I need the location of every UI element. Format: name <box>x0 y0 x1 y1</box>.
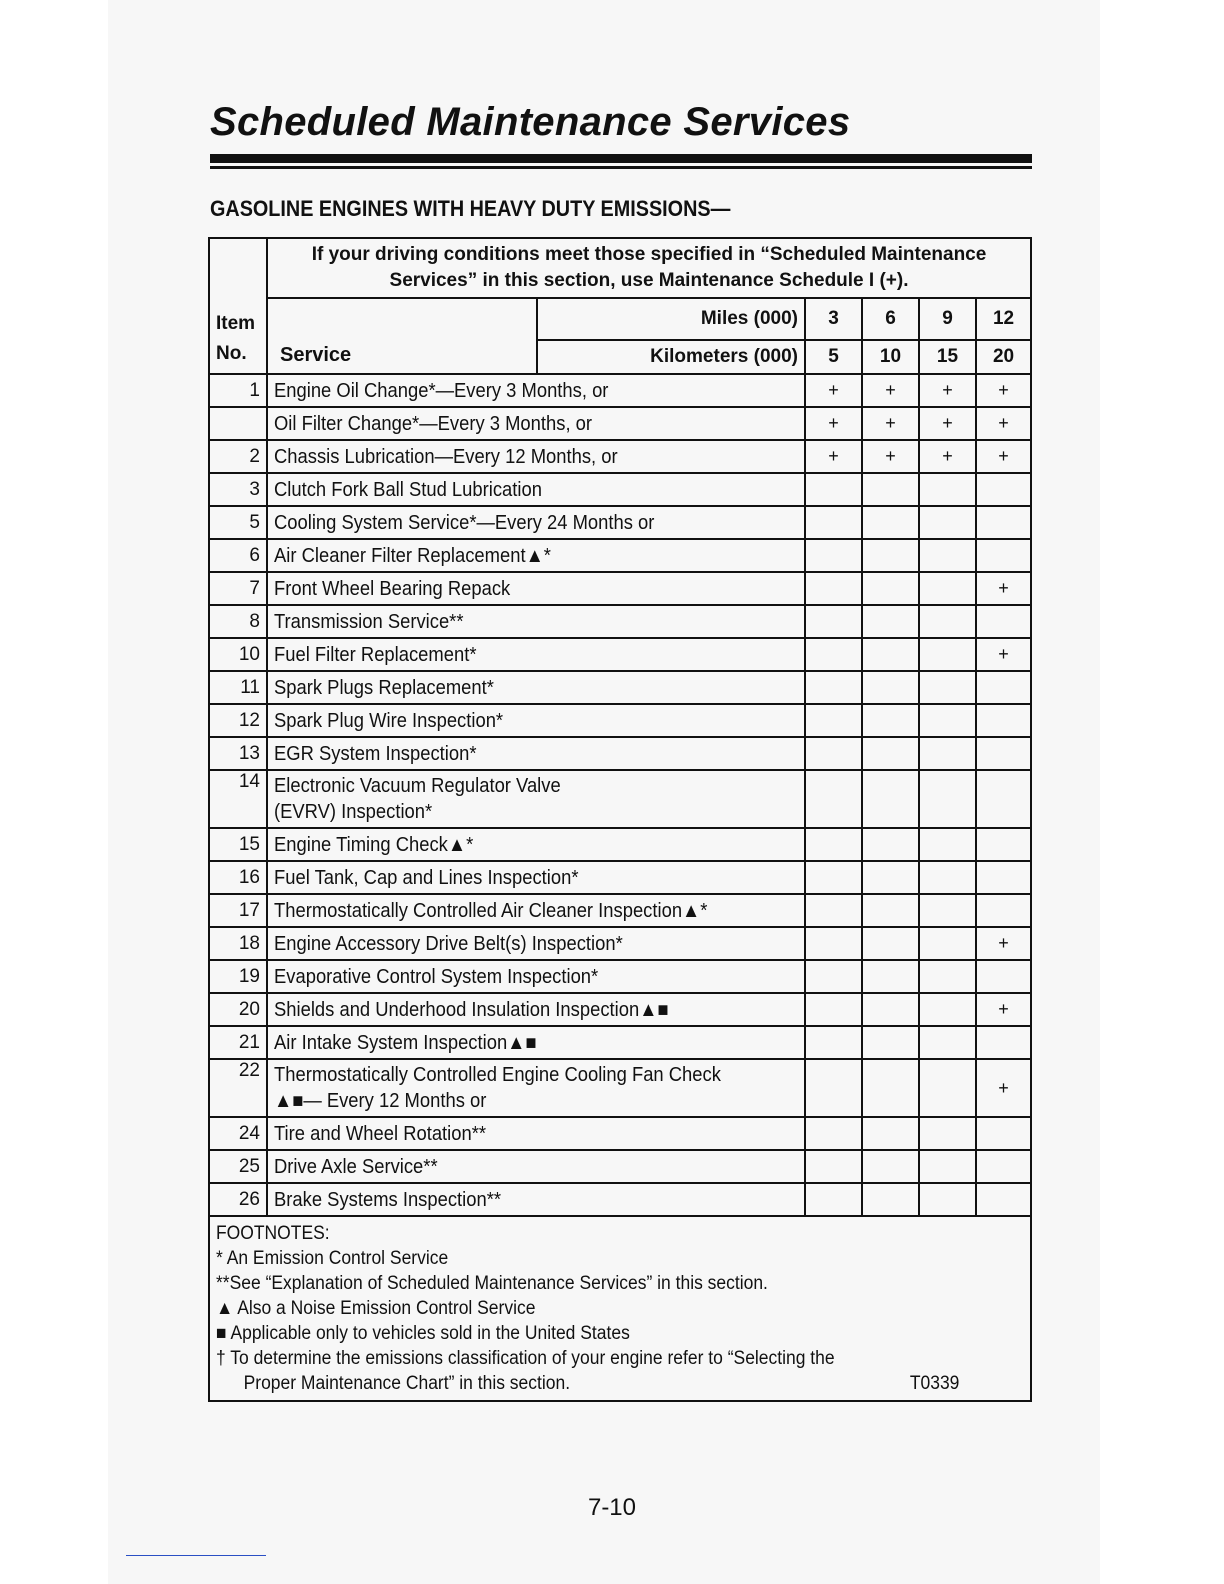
table-row <box>209 473 1031 506</box>
service-description <box>267 861 805 894</box>
service-text: Tire and Wheel Rotation** <box>274 1122 487 1145</box>
service-description <box>267 737 805 770</box>
item-number: 15 <box>209 828 267 861</box>
item-number: 7 <box>209 572 267 605</box>
interval-mark <box>919 828 976 861</box>
table-row <box>209 894 1031 927</box>
interval-mark <box>805 737 862 770</box>
service-description <box>267 473 805 506</box>
interval-mark <box>862 927 919 960</box>
interval-mark <box>976 737 1031 770</box>
table-row <box>209 927 1031 960</box>
item-number: 2 <box>209 440 267 473</box>
service-description <box>267 407 805 440</box>
service-column-header: Service <box>267 298 537 374</box>
interval-mark: + <box>976 440 1031 473</box>
footnote: ▲ Also a Noise Emission Control Service <box>216 1298 536 1319</box>
service-description <box>267 671 805 704</box>
interval-mark: + <box>976 572 1031 605</box>
interval-mark <box>919 861 976 894</box>
service-text: Oil Filter Change*—Every 3 Months, or <box>274 412 593 435</box>
service-text: Air Cleaner Filter Replacement▲* <box>274 544 551 567</box>
service-description <box>267 828 805 861</box>
service-text: Electronic Vacuum Regulator Valve <box>274 775 561 797</box>
schedule-note-line2: Services” in this section, use Maintenance Schedule I (+). <box>389 270 909 291</box>
item-number: 22 <box>209 1059 267 1117</box>
interval-mark: + <box>976 374 1031 407</box>
interval-mark <box>862 572 919 605</box>
service-text-continued: (EVRV) Inspection* <box>274 801 433 823</box>
miles-interval: 3 <box>805 298 862 340</box>
table-row <box>209 737 1031 770</box>
interval-mark <box>862 828 919 861</box>
page-title: Scheduled Maintenance Services <box>210 100 851 144</box>
schedule-note <box>267 238 1031 298</box>
interval-mark <box>805 572 862 605</box>
interval-mark <box>976 704 1031 737</box>
interval-mark <box>862 1026 919 1059</box>
interval-mark <box>805 1059 862 1117</box>
service-text-continued: ▲■— Every 12 Months or <box>274 1090 487 1112</box>
service-description <box>267 770 805 828</box>
table-row <box>209 1183 1031 1216</box>
service-text: Fuel Tank, Cap and Lines Inspection* <box>274 866 579 889</box>
interval-mark <box>919 894 976 927</box>
item-number: 1 <box>209 374 267 407</box>
table-row <box>209 638 1031 671</box>
service-description <box>267 1183 805 1216</box>
footnote-last-line: Proper Maintenance Chart” in this section. <box>243 1373 571 1394</box>
interval-mark <box>805 861 862 894</box>
interval-mark <box>805 605 862 638</box>
interval-mark <box>862 770 919 828</box>
service-text: Drive Axle Service** <box>274 1155 438 1178</box>
footnote-continued <box>216 1371 959 1396</box>
miles-interval: 9 <box>919 298 976 340</box>
table-row <box>209 572 1031 605</box>
service-text: Shields and Underhood Insulation Inspection▲■ <box>274 998 669 1021</box>
interval-mark: + <box>976 1059 1031 1117</box>
interval-mark <box>805 1026 862 1059</box>
interval-mark: + <box>805 407 862 440</box>
service-text: Front Wheel Bearing Repack <box>274 577 511 600</box>
km-interval: 15 <box>919 340 976 374</box>
footnote: * An Emission Control Service <box>216 1248 449 1269</box>
section-subtitle: GASOLINE ENGINES WITH HEAVY DUTY EMISSIONS— <box>210 196 731 221</box>
interval-mark: + <box>805 374 862 407</box>
table-row <box>209 1026 1031 1059</box>
interval-mark: + <box>976 407 1031 440</box>
interval-mark <box>805 704 862 737</box>
service-text: Thermostatically Controlled Air Cleaner Inspection▲* <box>274 899 708 922</box>
table-row <box>209 1150 1031 1183</box>
item-number: 6 <box>209 539 267 572</box>
table-row <box>209 770 1031 828</box>
km-interval: 5 <box>805 340 862 374</box>
interval-mark <box>919 605 976 638</box>
item-label: Item <box>216 313 256 334</box>
table-row <box>209 993 1031 1026</box>
interval-mark <box>805 638 862 671</box>
table-row <box>209 960 1031 993</box>
table-row <box>209 374 1031 407</box>
table-row <box>209 539 1031 572</box>
service-description <box>267 704 805 737</box>
item-number: 13 <box>209 737 267 770</box>
interval-mark <box>805 894 862 927</box>
item-number: 8 <box>209 605 267 638</box>
interval-mark <box>919 1183 976 1216</box>
service-description <box>267 539 805 572</box>
footnote: † To determine the emissions classification of your engine refer to “Selecting the <box>216 1348 835 1369</box>
footnotes-heading: FOOTNOTES: <box>216 1223 330 1244</box>
interval-mark <box>862 861 919 894</box>
interval-mark <box>805 539 862 572</box>
interval-mark <box>976 506 1031 539</box>
interval-mark <box>919 473 976 506</box>
service-description <box>267 894 805 927</box>
interval-mark <box>805 671 862 704</box>
interval-mark <box>862 737 919 770</box>
interval-mark: + <box>976 993 1031 1026</box>
interval-mark <box>919 993 976 1026</box>
interval-mark <box>976 1026 1031 1059</box>
item-number <box>209 407 267 440</box>
interval-mark <box>919 1059 976 1117</box>
service-description <box>267 440 805 473</box>
title-rule-thin <box>210 166 1032 169</box>
table-row <box>209 1117 1031 1150</box>
service-text: Air Intake System Inspection▲■ <box>274 1031 537 1054</box>
item-number: 24 <box>209 1117 267 1150</box>
table-row <box>209 440 1031 473</box>
service-text: Brake Systems Inspection** <box>274 1188 502 1211</box>
km-interval: 10 <box>862 340 919 374</box>
service-description <box>267 1117 805 1150</box>
kilometers-label: Kilometers (000) <box>537 340 805 374</box>
footnote: **See “Explanation of Scheduled Maintenance Services” in this section. <box>216 1273 768 1294</box>
interval-mark: + <box>805 440 862 473</box>
interval-mark <box>919 1150 976 1183</box>
maintenance-table <box>208 237 1032 1402</box>
service-description <box>267 993 805 1026</box>
interval-mark <box>919 1026 976 1059</box>
interval-mark <box>976 828 1031 861</box>
interval-mark <box>976 1117 1031 1150</box>
interval-mark <box>919 960 976 993</box>
interval-mark: + <box>976 927 1031 960</box>
service-description <box>267 1059 805 1117</box>
interval-mark <box>919 572 976 605</box>
service-description <box>267 374 805 407</box>
service-text: Spark Plugs Replacement* <box>274 676 494 699</box>
interval-mark <box>919 506 976 539</box>
interval-mark <box>862 605 919 638</box>
interval-mark: + <box>919 440 976 473</box>
interval-mark <box>919 737 976 770</box>
service-description <box>267 960 805 993</box>
interval-mark <box>862 1150 919 1183</box>
service-text: Engine Timing Check▲* <box>274 833 474 856</box>
interval-mark <box>862 704 919 737</box>
schedule-note-line1: If your driving conditions meet those specified in “Scheduled Maintenance <box>311 244 987 265</box>
footnote: ■ Applicable only to vehicles sold in the United States <box>216 1323 630 1344</box>
interval-mark: + <box>919 374 976 407</box>
interval-mark <box>805 1183 862 1216</box>
interval-mark <box>862 960 919 993</box>
interval-mark <box>805 960 862 993</box>
item-number: 19 <box>209 960 267 993</box>
chart-code: T0339 <box>909 1373 960 1394</box>
title-rule-thick <box>210 154 1032 163</box>
interval-mark: + <box>862 440 919 473</box>
table-row <box>209 605 1031 638</box>
no-label: No. <box>216 343 247 364</box>
interval-mark <box>862 539 919 572</box>
table-row <box>209 861 1031 894</box>
interval-mark <box>805 770 862 828</box>
interval-mark <box>976 861 1031 894</box>
service-text: Spark Plug Wire Inspection* <box>274 709 504 732</box>
interval-mark <box>862 506 919 539</box>
interval-mark <box>805 828 862 861</box>
interval-mark <box>919 671 976 704</box>
interval-mark <box>976 539 1031 572</box>
interval-mark <box>976 671 1031 704</box>
interval-mark <box>862 638 919 671</box>
interval-mark <box>976 770 1031 828</box>
table-row <box>209 407 1031 440</box>
interval-mark <box>919 539 976 572</box>
interval-mark <box>805 993 862 1026</box>
interval-mark <box>976 473 1031 506</box>
service-text: Fuel Filter Replacement* <box>274 643 477 666</box>
interval-mark <box>862 671 919 704</box>
service-description <box>267 605 805 638</box>
item-number: 17 <box>209 894 267 927</box>
page-number: 7-10 <box>587 1494 637 1521</box>
table-row <box>209 704 1031 737</box>
item-number: 3 <box>209 473 267 506</box>
interval-mark <box>919 704 976 737</box>
miles-label: Miles (000) <box>537 298 805 340</box>
interval-mark <box>976 960 1031 993</box>
km-interval: 20 <box>976 340 1031 374</box>
service-text: Cooling System Service*—Every 24 Months or <box>274 511 655 534</box>
interval-mark <box>805 927 862 960</box>
miles-interval: 12 <box>976 298 1031 340</box>
interval-mark <box>805 1150 862 1183</box>
interval-mark <box>976 1183 1031 1216</box>
interval-mark <box>862 1117 919 1150</box>
item-number-header <box>209 238 267 374</box>
service-text: Thermostatically Controlled Engine Cooling Fan Check <box>274 1064 721 1086</box>
item-number: 11 <box>209 671 267 704</box>
interval-mark <box>976 1150 1031 1183</box>
interval-mark <box>919 1117 976 1150</box>
interval-mark: + <box>976 638 1031 671</box>
service-description <box>267 572 805 605</box>
interval-mark: + <box>862 374 919 407</box>
table-row <box>209 1059 1031 1117</box>
service-description <box>267 1150 805 1183</box>
interval-mark <box>862 1183 919 1216</box>
interval-mark <box>919 927 976 960</box>
service-text: Clutch Fork Ball Stud Lubrication <box>274 478 542 501</box>
interval-mark <box>919 638 976 671</box>
service-text: Chassis Lubrication—Every 12 Months, or <box>274 445 618 468</box>
service-text: Engine Oil Change*—Every 3 Months, or <box>274 379 609 402</box>
interval-mark <box>862 1059 919 1117</box>
interval-mark <box>805 473 862 506</box>
service-text: Transmission Service** <box>274 610 464 633</box>
item-number: 16 <box>209 861 267 894</box>
interval-mark <box>976 605 1031 638</box>
interval-mark <box>919 770 976 828</box>
item-number: 26 <box>209 1183 267 1216</box>
table-row <box>209 828 1031 861</box>
footnotes <box>209 1216 1031 1401</box>
table-row <box>209 506 1031 539</box>
item-number: 21 <box>209 1026 267 1059</box>
item-number: 20 <box>209 993 267 1026</box>
service-text: EGR System Inspection* <box>274 742 477 765</box>
item-number: 18 <box>209 927 267 960</box>
service-text: Engine Accessory Drive Belt(s) Inspection* <box>274 932 623 955</box>
service-description <box>267 927 805 960</box>
interval-mark <box>976 894 1031 927</box>
service-description <box>267 506 805 539</box>
item-number: 12 <box>209 704 267 737</box>
interval-mark <box>805 1117 862 1150</box>
item-number: 5 <box>209 506 267 539</box>
item-number: 14 <box>209 770 267 828</box>
miles-interval: 6 <box>862 298 919 340</box>
interval-mark <box>862 473 919 506</box>
interval-mark <box>862 993 919 1026</box>
table-row <box>209 671 1031 704</box>
service-description <box>267 638 805 671</box>
item-number: 10 <box>209 638 267 671</box>
interval-mark: + <box>862 407 919 440</box>
service-description <box>267 1026 805 1059</box>
interval-mark <box>805 506 862 539</box>
interval-mark <box>862 894 919 927</box>
service-text: Evaporative Control System Inspection* <box>274 965 599 988</box>
item-number: 25 <box>209 1150 267 1183</box>
interval-mark: + <box>919 407 976 440</box>
bottom-link-rule <box>126 1555 266 1556</box>
